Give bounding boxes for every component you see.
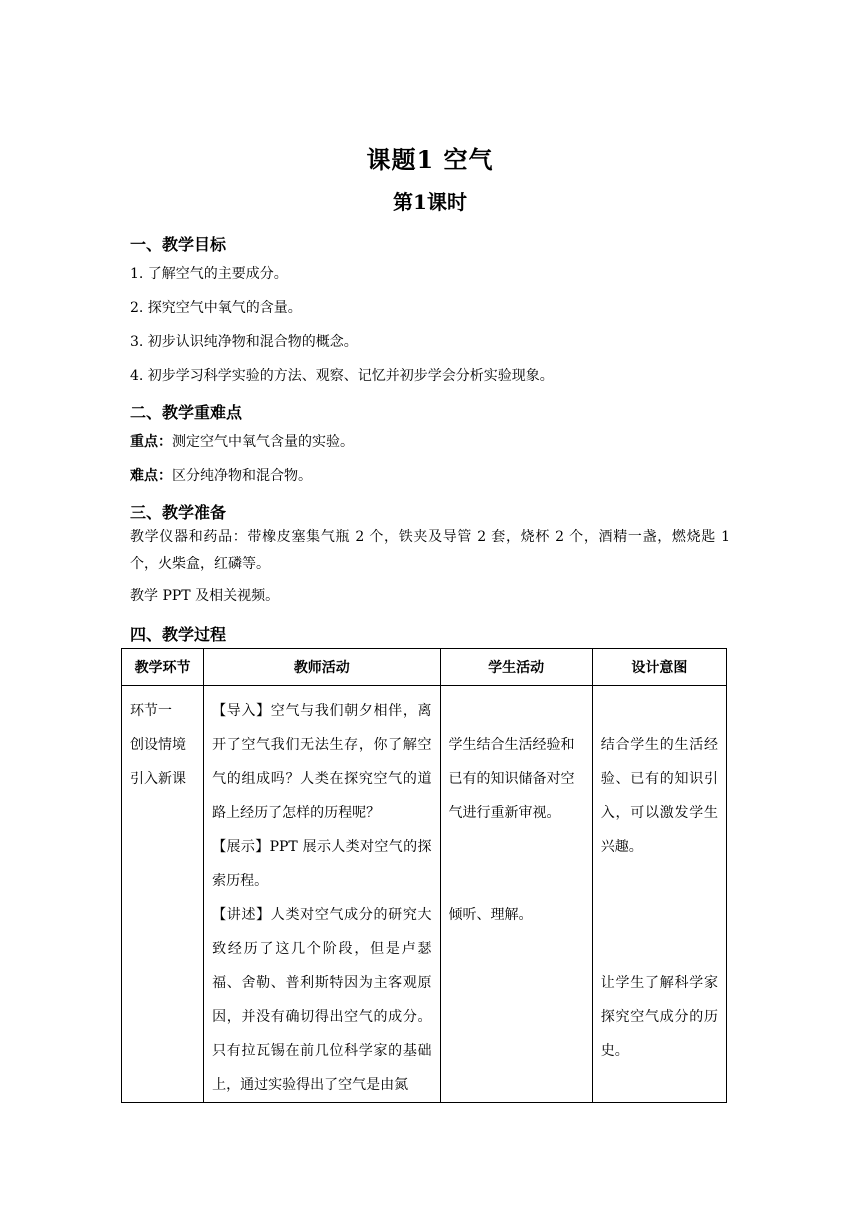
student-activity-text: 学生结合生活经验和已有的知识储备对空气进行重新审视。 <box>448 737 575 821</box>
stage-line: 环节一 <box>130 703 172 719</box>
teacher-activity-intro: 【导入】空气与我们朝夕相伴，离开了空气我们无法生存，你了解空气的组成吗？人类在探究空气的道路上经历了怎样的历程呢？ <box>212 703 432 821</box>
column-header: 教学环节 <box>122 649 204 686</box>
goal-item: 3. 初步认识纯净物和混合物的概念。 <box>130 334 358 350</box>
goal-item: 4. 初步学习科学实验的方法、观察、记忆并初步学会分析实验现象。 <box>130 368 554 384</box>
page-subtitle: 第1课时 <box>393 190 467 214</box>
column-header: 学生活动 <box>440 649 592 686</box>
teacher-activity-explain: 【讲述】人类对空气成分的研究大致经历了这几个阶段，但是卢瑟福、舍勒、普利斯特因为主客观原因，并没有确切得出空气的成分。只有拉瓦锡在前几位科学家的基础上，通过实验得出了空气是由氮 <box>212 907 432 1093</box>
student-activity-text: 倾听、理解。 <box>448 907 533 923</box>
teacher-activity-cell <box>204 686 440 1103</box>
stage-cell <box>122 686 204 1103</box>
prep-materials: 教学仪器和药品：带橡皮塞集气瓶 2 个，铁夹及导管 2 套，烧杯 2 个，酒精一盏，燃烧匙 1 个，火柴盒，红磷等。 <box>130 529 730 572</box>
table-header-row <box>122 649 727 686</box>
column-header: 设计意图 <box>592 649 726 686</box>
stage-line: 创设情境 <box>130 737 186 753</box>
key-point-text: 测定空气中氧气含量的实验。 <box>172 434 354 450</box>
stage-line: 引入新课 <box>130 771 186 787</box>
goal-item: 1. 了解空气的主要成分。 <box>130 266 288 282</box>
difficulty-point-text: 区分纯净物和混合物。 <box>172 468 312 484</box>
key-point <box>130 432 730 452</box>
goal-item: 2. 探究空气中氧气的含量。 <box>130 300 302 316</box>
key-point-label: 重点： <box>130 434 172 450</box>
lesson-process-table <box>121 648 727 1103</box>
student-activity-cell <box>440 686 592 1103</box>
design-intent-text: 让学生了解科学家探究空气成分的历史。 <box>600 975 718 1059</box>
design-intent-cell <box>592 686 726 1103</box>
section-heading-process: 四、教学过程 <box>130 625 227 644</box>
teacher-activity-show: 【展示】PPT 展示人类对空气的探索历程。 <box>212 839 432 889</box>
column-header: 教师活动 <box>204 649 440 686</box>
prep-media: 教学 PPT 及相关视频。 <box>130 588 280 604</box>
difficulty-point <box>130 466 730 486</box>
table-row <box>122 686 727 1103</box>
difficulty-point-label: 难点： <box>130 468 172 484</box>
section-heading-goals: 一、教学目标 <box>130 235 227 254</box>
design-intent-text: 结合学生的生活经验、已有的知识引入，可以激发学生兴趣。 <box>600 737 718 855</box>
section-heading-prep: 三、教学准备 <box>130 503 227 522</box>
page-title: 课题1 空气 <box>366 145 494 174</box>
section-heading-key: 二、教学重难点 <box>130 403 243 422</box>
